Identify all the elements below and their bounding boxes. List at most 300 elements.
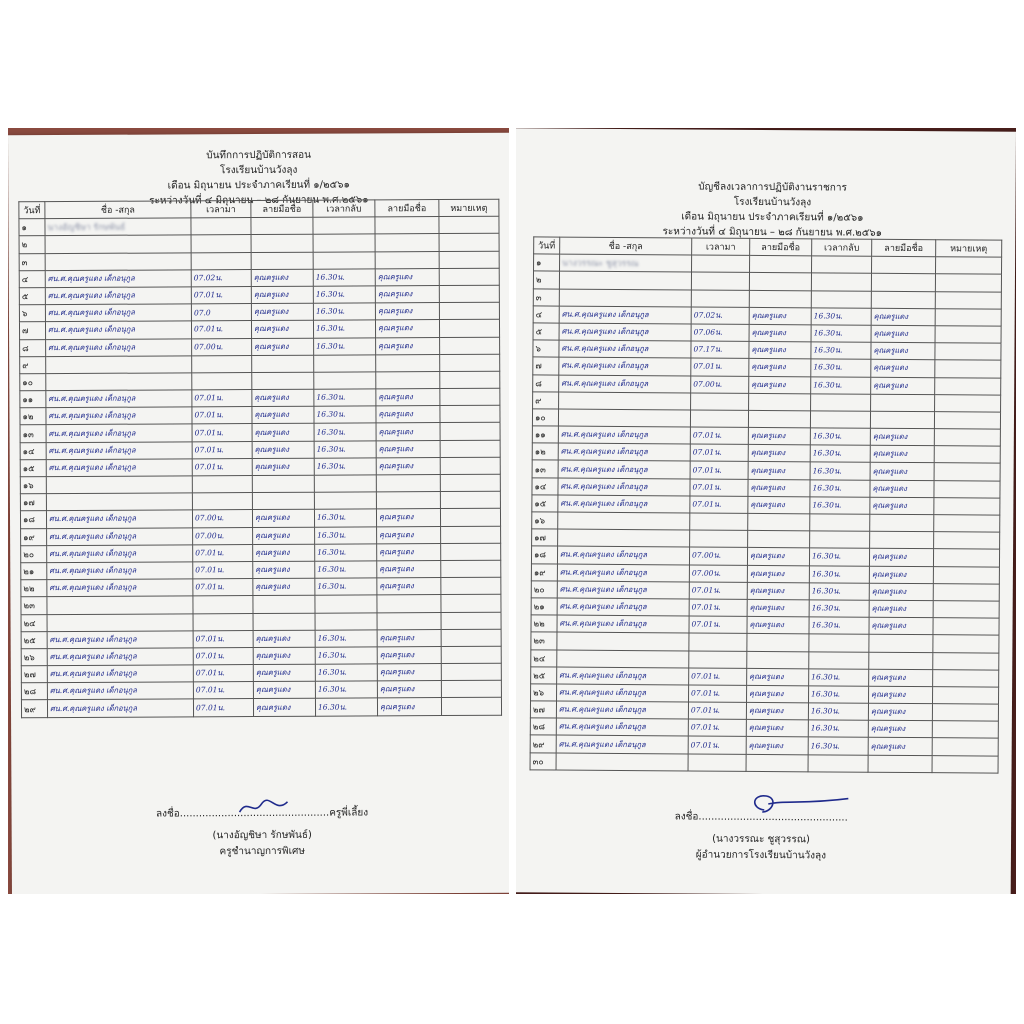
name-cell (46, 356, 192, 374)
time-out-cell: 16.30น. (810, 445, 870, 463)
signature-in-cell (252, 475, 314, 493)
signature-in-cell (252, 355, 314, 373)
column-header: เวลามา (191, 201, 251, 219)
signature-out-cell: คุณครูแดง (376, 509, 440, 527)
signature-in-cell (251, 252, 313, 270)
left-signer-name: (นางอัญชิษา รักษพันธ์) (212, 829, 312, 842)
time-in-cell: 07.00น. (192, 510, 252, 528)
remark-cell (932, 738, 998, 756)
signature-in-cell (748, 410, 810, 428)
name-cell: ศน.ศ.คุณครูแดง เด็กอนุกูล (559, 357, 691, 375)
name-cell: ศน.ศ.คุณครูแดง เด็กอนุกูล (46, 459, 192, 477)
time-in-cell: 07.00น. (689, 547, 747, 565)
signature-in-cell: คุณครูแดง (748, 445, 810, 463)
day-cell: ๘ (20, 339, 46, 356)
time-in-cell (692, 255, 750, 273)
signature-in-cell (747, 651, 809, 669)
column-header: ลายมือชื่อ (750, 238, 812, 256)
time-in-cell (193, 613, 253, 631)
signature-in-cell: คุณครูแดง (253, 647, 315, 665)
time-out-cell: 16.30น. (313, 286, 375, 304)
signature-out-cell (376, 492, 440, 510)
time-in-cell: 07.01น. (688, 702, 746, 720)
remark-cell (932, 755, 998, 773)
signature-out-cell (376, 475, 440, 493)
signature-in-cell (251, 235, 313, 253)
time-out-cell: 16.30น. (809, 686, 869, 704)
left-attendance-sheet (8, 133, 509, 894)
remark-cell (933, 669, 999, 687)
signature-out-cell: คุณครูแดง (868, 703, 932, 721)
remark-cell (441, 526, 501, 544)
sign-role: ครูพี่เลี้ยง (329, 807, 369, 819)
column-header: ลายมือชื่อ (251, 200, 313, 218)
day-cell: ๒๗ (21, 666, 47, 683)
name-cell: ศน.ศ.คุณครูแดง เด็กอนุกูล (45, 304, 191, 322)
time-out-cell: 16.30น. (809, 548, 869, 566)
remark-cell (935, 377, 1001, 395)
signature-out-cell: คุณครูแดง (377, 664, 441, 682)
remark-cell (439, 234, 499, 252)
name-cell (46, 493, 192, 511)
remark-cell (935, 360, 1001, 378)
remark-cell (440, 405, 500, 423)
right-signer-name: (นางวรรณะ ชูสุวรรณ) (712, 833, 811, 846)
signature-in-cell: คุณครูแดง (746, 737, 808, 755)
name-cell (558, 409, 690, 427)
name-cell: ศน.ศ.คุณครูแดง เด็กอนุกูล (47, 699, 193, 717)
signature-in-cell (749, 290, 811, 308)
name-cell: ศน.ศ.คุณครูแดง เด็กอนุกูล (46, 407, 192, 425)
time-out-cell: 16.30น. (809, 668, 869, 686)
time-out-cell: 16.30น. (810, 428, 870, 446)
time-in-cell: 07.01น. (192, 441, 252, 459)
signature-out-cell: คุณครูแดง (377, 560, 441, 578)
time-in-cell: 07.01น. (193, 544, 253, 562)
signature-in-cell: คุณครูแดง (252, 389, 314, 407)
name-cell: ศน.ศ.คุณครูแดง เด็กอนุกูล (557, 667, 689, 685)
time-out-cell: 16.30น. (313, 320, 375, 338)
day-cell: ๗ (19, 322, 45, 339)
name-cell: ศน.ศ.คุณครูแดง เด็กอนุกูล (47, 648, 193, 666)
time-in-cell: 07.01น. (690, 444, 748, 462)
signature-in-cell: คุณครูแดง (749, 307, 811, 325)
time-in-cell: 07.0 (191, 304, 251, 322)
column-header: วันที่ (534, 237, 560, 254)
day-cell: ๒๗ (530, 701, 556, 718)
time-in-cell (689, 633, 747, 651)
day-cell: ๑๓ (20, 425, 46, 442)
signature-out-cell: คุณครูแดง (375, 268, 439, 286)
day-cell: ๒๑ (531, 598, 557, 615)
signature-in-cell: คุณครูแดง (747, 582, 809, 600)
time-out-cell (810, 411, 870, 429)
remark-cell (935, 291, 1001, 309)
right-sheet-header (529, 178, 1015, 241)
day-cell: ๒๑ (21, 563, 47, 580)
signature-in-cell: คุณครูแดง (253, 681, 315, 699)
day-cell: ๓๐ (530, 752, 556, 769)
remark-cell (934, 515, 1000, 533)
name-cell: ศน.ศ.คุณครูแดง เด็กอนุกูล (46, 441, 192, 459)
day-cell: ๒๕ (21, 631, 47, 648)
name-cell: ศน.ศ.คุณครูแดง เด็กอนุกูล (47, 682, 193, 700)
time-out-cell: 16.30น. (314, 423, 376, 441)
right-signature-block (516, 808, 1011, 865)
remark-cell (439, 268, 499, 286)
time-in-cell: 07.01น. (193, 561, 253, 579)
time-in-cell: 07.01น. (191, 321, 251, 339)
day-cell: ๑๕ (532, 495, 558, 512)
signature-in-cell: คุณครูแดง (251, 269, 313, 287)
name-cell: ศน.ศ.คุณครูแดง เด็กอนุกูล (45, 270, 191, 288)
signature-in-cell: คุณครูแดง (251, 321, 313, 339)
remark-cell (933, 566, 999, 584)
signature-out-cell: คุณครูแดง (868, 720, 932, 738)
signature-in-cell: คุณครูแดง (747, 668, 809, 686)
day-cell: ๙ (533, 392, 559, 409)
column-header: เวลากลับ (812, 239, 872, 257)
time-in-cell: 07.00น. (691, 375, 749, 393)
name-cell: ศน.ศ.คุณครูแดง เด็กอนุกูล (557, 546, 689, 564)
time-out-cell (809, 651, 869, 669)
remark-cell (440, 337, 500, 355)
time-out-cell (810, 531, 870, 549)
remark-cell (933, 583, 999, 601)
left-sheet-school: โรงเรียนบ้านวังลุง (219, 164, 298, 177)
time-out-cell (811, 290, 871, 308)
signature-out-cell: คุณครูแดง (869, 600, 933, 618)
day-cell: ๑ (19, 219, 45, 236)
time-out-cell: 16.30น. (811, 342, 871, 360)
signature-in-cell: คุณครูแดง (747, 565, 809, 583)
left-attendance-table (18, 199, 502, 718)
time-out-cell: 16.30น. (313, 269, 375, 287)
time-out-cell: 16.30น. (811, 376, 871, 394)
signature-in-cell: คุณครูแดง (252, 441, 314, 459)
right-sign-line: ลงชื่อ............................................... (675, 809, 848, 826)
remark-cell (440, 440, 500, 458)
time-in-cell: 07.01น. (193, 665, 253, 683)
signature-out-cell (376, 371, 440, 389)
time-out-cell (808, 754, 868, 772)
signature-out-cell (376, 354, 440, 372)
name-cell: ศน.ศ.คุณครูแดง เด็กอนุกูล (559, 340, 691, 358)
remark-cell (934, 480, 1000, 498)
signature-in-cell: คุณครูแดง (747, 548, 809, 566)
time-out-cell: 16.30น. (811, 325, 871, 343)
signature-out-cell (870, 411, 934, 429)
signature-out-cell (870, 514, 934, 532)
name-cell: ศน.ศ.คุณครูแดง เด็กอนุกูล (47, 665, 193, 683)
signature-out-cell: คุณครูแดง (376, 406, 440, 424)
time-out-cell (314, 372, 376, 390)
time-in-cell: 07.02น. (191, 269, 251, 287)
time-out-cell: 16.30น. (315, 544, 377, 562)
signature-out-cell (869, 652, 933, 670)
name-cell: ศน.ศ.คุณครูแดง เด็กอนุกูล (557, 684, 689, 702)
day-cell: ๓ (533, 288, 559, 305)
name-cell: ศน.ศ.คุณครูแดง เด็กอนุกูล (556, 735, 688, 753)
time-in-cell: 07.01น. (193, 630, 253, 648)
signature-in-cell: คุณครูแดง (748, 427, 810, 445)
table-row (21, 698, 501, 718)
signature-in-cell (749, 273, 811, 291)
remark-cell (441, 543, 501, 561)
day-cell: ๒๓ (21, 597, 47, 614)
day-cell: ๑๙ (531, 563, 557, 580)
time-out-cell: 16.30น. (315, 630, 377, 648)
day-cell: ๒๔ (531, 649, 557, 666)
day-cell: ๑๓ (532, 460, 558, 477)
remark-cell (933, 549, 999, 567)
column-header: ลายมือชื่อ (872, 239, 936, 257)
signature-in-cell (252, 372, 314, 390)
time-in-cell: 07.01น. (689, 668, 747, 686)
signature-in-cell (747, 634, 809, 652)
day-cell: ๑๑ (20, 391, 46, 408)
signature-out-cell: คุณครูแดง (377, 646, 441, 664)
day-cell: ๒๙ (530, 735, 556, 752)
name-cell: ศน.ศ.คุณครูแดง เด็กอนุกูล (559, 323, 691, 341)
time-out-cell: 16.30น. (809, 617, 869, 635)
time-out-cell: 16.30น. (315, 681, 377, 699)
right-sheet-range: ระหว่างวันที่ ๔ มิถุนายน – ๒๘ กันยายน พ.ศ.๒๕๖๑ (662, 226, 883, 239)
remark-cell (439, 251, 499, 269)
handwritten-signature-icon (236, 796, 296, 818)
time-in-cell: 07.01น. (192, 458, 252, 476)
day-cell: ๑๔ (20, 442, 46, 459)
signature-out-cell (869, 635, 933, 653)
name-cell: ศน.ศ.คุณครูแดง เด็กอนุกูล (45, 287, 191, 305)
day-cell: ๒๐ (21, 545, 47, 562)
signature-out-cell (870, 531, 934, 549)
time-in-cell: 07.01น. (192, 407, 252, 425)
column-header: เวลามา (692, 238, 750, 256)
remark-cell (441, 698, 501, 716)
signature-in-cell (253, 613, 315, 631)
time-in-cell: 07.01น. (191, 286, 251, 304)
time-out-cell (313, 251, 375, 269)
signature-in-cell (749, 393, 811, 411)
time-out-cell: 16.30น. (314, 441, 376, 459)
day-cell: ๑๘ (20, 511, 46, 528)
signature-in-cell (748, 531, 810, 549)
signature-out-cell: คุณครูแดง (375, 285, 439, 303)
time-out-cell: 16.30น. (809, 600, 869, 618)
right-attendance-sheet (516, 128, 1016, 894)
remark-cell (440, 371, 500, 389)
right-signer-title: ผู้อำนวยการโรงเรียนบ้านวังลุง (695, 849, 827, 862)
signature-in-cell: คุณครูแดง (748, 496, 810, 514)
day-cell: ๑๐ (532, 409, 558, 426)
signature-in-cell (253, 596, 315, 614)
day-cell: ๒๖ (21, 648, 47, 665)
signature-out-cell (872, 256, 936, 274)
signature-in-cell: คุณครูแดง (748, 462, 810, 480)
day-cell: ๑๔ (532, 478, 558, 495)
day-cell: ๒๒ (531, 615, 557, 632)
signature-out-cell: คุณครูแดง (375, 303, 439, 321)
name-cell: ศน.ศ.คุณครูแดง เด็กอนุกูล (558, 495, 690, 513)
day-cell: ๔ (19, 270, 45, 287)
time-out-cell: 16.30น. (314, 406, 376, 424)
signature-in-cell: คุณครูแดง (746, 720, 808, 738)
time-in-cell: 07.01น. (192, 390, 252, 408)
remark-cell (932, 721, 998, 739)
day-cell: ๒๕ (531, 667, 557, 684)
signature-in-cell: คุณครูแดง (253, 561, 315, 579)
signature-out-cell: คุณครูแดง (869, 617, 933, 635)
column-header: เวลากลับ (313, 200, 375, 218)
left-signer-title: ครูชำนาญการพิเศษ (219, 845, 306, 858)
left-sign-line: ลงชื่อ...............................................ครูพี่เลี้ยง (156, 805, 368, 822)
day-cell: ๑๗ (20, 494, 46, 511)
time-out-cell (811, 273, 871, 291)
name-cell: ศน.ศ.คุณครูแดง เด็กอนุกูล (47, 545, 193, 563)
remark-cell (441, 560, 501, 578)
time-in-cell: 07.01น. (193, 579, 253, 597)
day-cell: ๑๑ (532, 426, 558, 443)
time-out-cell: 16.30น. (314, 389, 376, 407)
time-out-cell: 16.30น. (313, 303, 375, 321)
signature-out-cell: คุณครูแดง (871, 377, 935, 395)
time-in-cell (691, 290, 749, 308)
name-cell (47, 596, 193, 614)
name-cell: ศน.ศ.คุณครูแดง เด็กอนุกูล (557, 581, 689, 599)
name-cell: ศน.ศ.คุณครูแดง เด็กอนุกูล (559, 375, 691, 393)
day-cell: ๕ (19, 288, 45, 305)
name-cell: ศน.ศ.คุณครูแดง เด็กอนุกูล (46, 424, 192, 442)
remark-cell (934, 497, 1000, 515)
time-in-cell (193, 596, 253, 614)
name-cell: ศน.ศ.คุณครูแดง เด็กอนุกูล (557, 615, 689, 633)
remark-cell (440, 388, 500, 406)
name-cell (558, 512, 690, 530)
signature-in-cell: คุณครูแดง (252, 510, 314, 528)
signature-out-cell: คุณครูแดง (871, 360, 935, 378)
signature-out-cell: คุณครูแดง (869, 549, 933, 567)
name-cell: ศน.ศ.คุณครูแดง เด็กอนุกูล (46, 390, 192, 408)
signature-out-cell: คุณครูแดง (870, 480, 934, 498)
time-out-cell: 16.30น. (314, 458, 376, 476)
signature-in-cell: คุณครูแดง (253, 544, 315, 562)
name-cell (556, 753, 688, 771)
name-cell: ศน.ศ.คุณครูแดง เด็กอนุกูล (557, 598, 689, 616)
remark-cell (933, 601, 999, 619)
day-cell: ๒๖ (531, 684, 557, 701)
day-cell: ๒๓ (531, 632, 557, 649)
day-cell: ๑๖ (20, 477, 46, 494)
day-cell: ๑๕ (20, 459, 46, 476)
remark-cell (439, 320, 499, 338)
signature-in-cell: คุณครูแดง (252, 338, 314, 356)
day-cell: ๘ (533, 374, 559, 391)
time-out-cell (810, 514, 870, 532)
name-cell: ศน.ศ.คุณครูแดง เด็กอนุกูล (47, 527, 193, 545)
table-row (534, 254, 1002, 274)
day-cell: ๒๘ (530, 718, 556, 735)
time-in-cell: 07.01น. (690, 461, 748, 479)
time-out-cell: 16.30น. (315, 578, 377, 596)
signature-out-cell: คุณครูแดง (868, 738, 932, 756)
column-header: หมายเหตุ (439, 199, 499, 217)
time-in-cell: 07.01น. (689, 582, 747, 600)
time-out-cell (811, 394, 871, 412)
time-in-cell (691, 272, 749, 290)
time-out-cell: 16.30น. (811, 308, 871, 326)
name-cell (559, 289, 691, 307)
remark-cell (440, 491, 500, 509)
time-in-cell (192, 355, 252, 373)
remark-cell (935, 274, 1001, 292)
sign-prefix: ลงชื่อ (155, 808, 180, 820)
signature-out-cell (375, 251, 439, 269)
time-out-cell: 16.30น. (315, 647, 377, 665)
signature-out-cell: คุณครูแดง (870, 428, 934, 446)
signature-in-cell: คุณครูแดง (749, 359, 811, 377)
time-in-cell: 07.00น. (193, 527, 253, 545)
signature-in-cell: คุณครูแดง (747, 617, 809, 635)
signature-in-cell (748, 513, 810, 531)
time-in-cell: 07.01น. (690, 427, 748, 445)
remark-cell (932, 687, 998, 705)
signature-out-cell: คุณครูแดง (377, 578, 441, 596)
time-out-cell: 16.30น. (811, 359, 871, 377)
signature-in-cell: คุณครูแดง (252, 406, 314, 424)
signature-in-cell (746, 754, 808, 772)
time-out-cell: 16.30น. (809, 583, 869, 601)
remark-cell (933, 618, 999, 636)
time-out-cell: 16.30น. (809, 565, 869, 583)
remark-cell (439, 216, 499, 234)
time-out-cell: 16.30น. (810, 479, 870, 497)
signature-in-cell: คุณครูแดง (253, 699, 315, 717)
time-in-cell: 07.01น. (690, 479, 748, 497)
name-cell (46, 373, 192, 391)
signature-in-cell: คุณครูแดง (749, 376, 811, 394)
name-cell (559, 271, 691, 289)
signature-out-cell: คุณครูแดง (376, 337, 440, 355)
day-cell: ๗ (533, 357, 559, 374)
day-cell: ๒๘ (21, 683, 47, 700)
signature-out-cell: คุณครูแดง (377, 698, 441, 716)
remark-cell (933, 652, 999, 670)
signature-in-cell: คุณครูแดง (253, 527, 315, 545)
signature-out-cell: คุณครูแดง (869, 583, 933, 601)
time-out-cell (812, 256, 872, 274)
column-header: วันที่ (19, 202, 45, 219)
name-cell: นางอัญชิษา รักษพันธ์ (45, 218, 191, 236)
time-in-cell: 07.01น. (688, 736, 746, 754)
name-cell (558, 529, 690, 547)
signature-out-cell (375, 217, 439, 235)
table-row (530, 752, 998, 772)
day-cell: ๖ (19, 305, 45, 322)
remark-cell (440, 423, 500, 441)
signature-in-cell: คุณครูแดง (253, 578, 315, 596)
name-cell: ศน.ศ.คุณครูแดง เด็กอนุกูล (47, 562, 193, 580)
name-cell (557, 632, 689, 650)
time-in-cell: 07.01น. (689, 599, 747, 617)
time-out-cell: 16.30น. (810, 497, 870, 515)
left-sheet-range: ระหว่างวันที่ ๔ มิถุนายน – ๒๘ กันยายน พ.ศ.๒๕๖๑ (149, 194, 369, 207)
handwritten-signature-icon (745, 790, 855, 821)
time-out-cell: 16.30น. (808, 703, 868, 721)
time-in-cell: 07.01น. (690, 496, 748, 514)
signature-in-cell: คุณครูแดง (252, 458, 314, 476)
time-in-cell: 07.00น. (689, 565, 747, 583)
